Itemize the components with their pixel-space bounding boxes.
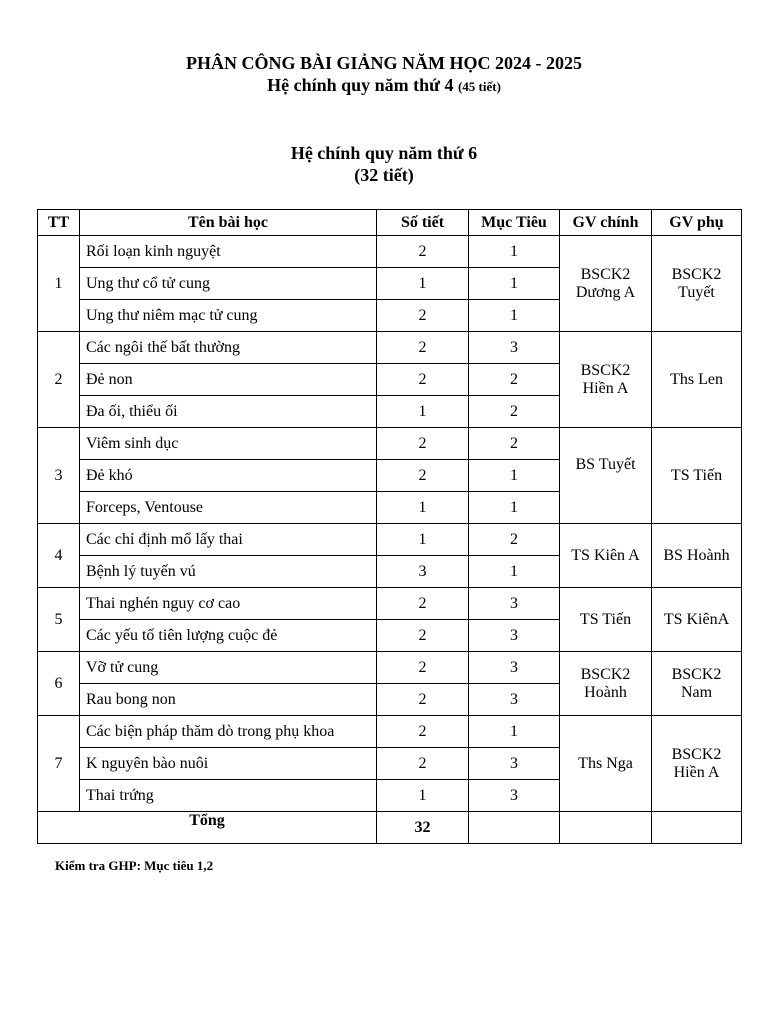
gv-chinh: Ths Nga bbox=[560, 716, 652, 812]
so-tiet: 1 bbox=[377, 492, 469, 524]
muc-tieu: 2 bbox=[469, 364, 560, 396]
subtitle-note: (45 tiết) bbox=[457, 79, 501, 94]
muc-tieu: 1 bbox=[469, 236, 560, 268]
muc-tieu: 3 bbox=[469, 684, 560, 716]
gv-phu: BSCK2 Nam bbox=[652, 652, 742, 716]
lesson-name: Các yếu tố tiên lượng cuộc đẻ bbox=[80, 620, 377, 652]
muc-tieu: 3 bbox=[469, 620, 560, 652]
lesson-name: Rau bong non bbox=[80, 684, 377, 716]
muc-tieu: 3 bbox=[469, 588, 560, 620]
lesson-name: Thai nghén nguy cơ cao bbox=[80, 588, 377, 620]
so-tiet: 2 bbox=[377, 620, 469, 652]
empty-cell bbox=[560, 812, 652, 844]
so-tiet: 2 bbox=[377, 300, 469, 332]
header-gv-chinh: GV chính bbox=[560, 210, 652, 236]
lesson-name: Đẻ khó bbox=[80, 460, 377, 492]
gv-chinh: BSCK2 Hoành bbox=[560, 652, 652, 716]
gv-phu: TS KiênA bbox=[652, 588, 742, 652]
group-number: 3 bbox=[38, 428, 80, 524]
so-tiet: 2 bbox=[377, 748, 469, 780]
muc-tieu: 3 bbox=[469, 780, 560, 812]
header-so-tiet: Số tiết bbox=[377, 210, 469, 236]
muc-tieu: 1 bbox=[469, 300, 560, 332]
group-number: 4 bbox=[38, 524, 80, 588]
gv-chinh: BSCK2 Dương A bbox=[560, 236, 652, 332]
page-title: PHÂN CÔNG BÀI GIẢNG NĂM HỌC 2024 - 2025 bbox=[186, 53, 582, 73]
muc-tieu: 1 bbox=[469, 268, 560, 300]
lesson-name: Các chỉ định mổ lấy thai bbox=[80, 524, 377, 556]
lesson-name: Ung thư niêm mạc tử cung bbox=[80, 300, 377, 332]
header-muc-tieu: Mục Tiêu bbox=[469, 210, 560, 236]
muc-tieu: 2 bbox=[469, 524, 560, 556]
table-row bbox=[38, 236, 742, 268]
lesson-name: Các biện pháp thăm dò trong phụ khoa bbox=[80, 716, 377, 748]
so-tiet: 1 bbox=[377, 780, 469, 812]
gv-phu: Ths Len bbox=[652, 332, 742, 428]
page-subtitle bbox=[0, 74, 768, 98]
muc-tieu: 1 bbox=[469, 716, 560, 748]
so-tiet: 1 bbox=[377, 396, 469, 428]
group-number: 7 bbox=[38, 716, 80, 812]
total-value: 32 bbox=[377, 812, 469, 844]
so-tiet: 2 bbox=[377, 716, 469, 748]
gv-chinh: BS Tuyết bbox=[560, 428, 652, 524]
so-tiet: 3 bbox=[377, 556, 469, 588]
lesson-name: K nguyên bào nuôi bbox=[80, 748, 377, 780]
gv-phu: TS Tiến bbox=[652, 428, 742, 524]
lesson-assignment-table bbox=[37, 209, 742, 844]
exam-note: Kiểm tra GHP: Mục tiêu 1,2 bbox=[55, 858, 214, 873]
so-tiet: 2 bbox=[377, 652, 469, 684]
muc-tieu: 3 bbox=[469, 652, 560, 684]
gv-chinh: BSCK2 Hiền A bbox=[560, 332, 652, 428]
group-number: 6 bbox=[38, 652, 80, 716]
header-gv-phu: GV phụ bbox=[652, 210, 742, 236]
muc-tieu: 1 bbox=[469, 492, 560, 524]
group-number: 2 bbox=[38, 332, 80, 428]
lesson-name: Rối loạn kinh nguyệt bbox=[80, 236, 377, 268]
table-row bbox=[38, 524, 742, 556]
lesson-name: Thai trứng bbox=[80, 780, 377, 812]
lesson-name: Đa ối, thiểu ối bbox=[80, 396, 377, 428]
subtitle-text: Hệ chính quy năm thứ 4 bbox=[267, 75, 454, 95]
so-tiet: 2 bbox=[377, 588, 469, 620]
so-tiet: 2 bbox=[377, 332, 469, 364]
table-row bbox=[38, 332, 742, 364]
total-row bbox=[38, 812, 742, 844]
muc-tieu: 3 bbox=[469, 748, 560, 780]
so-tiet: 2 bbox=[377, 364, 469, 396]
header-tt: TT bbox=[38, 210, 80, 236]
muc-tieu: 1 bbox=[469, 460, 560, 492]
lesson-name: Các ngôi thế bất thường bbox=[80, 332, 377, 364]
lesson-name: Bệnh lý tuyến vú bbox=[80, 556, 377, 588]
group-number: 5 bbox=[38, 588, 80, 652]
muc-tieu: 2 bbox=[469, 428, 560, 460]
gv-phu: BS Hoành bbox=[652, 524, 742, 588]
table-header-row bbox=[38, 210, 742, 236]
empty-cell bbox=[652, 812, 742, 844]
table-row bbox=[38, 716, 742, 748]
section-note: (32 tiết) bbox=[354, 165, 414, 185]
lesson-name: Forceps, Ventouse bbox=[80, 492, 377, 524]
gv-phu: BSCK2 Hiền A bbox=[652, 716, 742, 812]
lesson-name: Ung thư cổ tử cung bbox=[80, 268, 377, 300]
group-number: 1 bbox=[38, 236, 80, 332]
header-lesson: Tên bài học bbox=[80, 210, 377, 236]
so-tiet: 2 bbox=[377, 460, 469, 492]
table-row bbox=[38, 652, 742, 684]
so-tiet: 1 bbox=[377, 268, 469, 300]
empty-cell bbox=[469, 812, 560, 844]
so-tiet: 2 bbox=[377, 236, 469, 268]
so-tiet: 2 bbox=[377, 428, 469, 460]
lesson-name: Đẻ non bbox=[80, 364, 377, 396]
gv-chinh: TS Tiến bbox=[560, 588, 652, 652]
gv-phu: BSCK2 Tuyết bbox=[652, 236, 742, 332]
muc-tieu: 3 bbox=[469, 332, 560, 364]
lesson-name: Viêm sinh dục bbox=[80, 428, 377, 460]
so-tiet: 1 bbox=[377, 524, 469, 556]
gv-chinh: TS Kiên A bbox=[560, 524, 652, 588]
muc-tieu: 2 bbox=[469, 396, 560, 428]
lesson-name: Vỡ tử cung bbox=[80, 652, 377, 684]
table-row bbox=[38, 588, 742, 620]
muc-tieu: 1 bbox=[469, 556, 560, 588]
table-row bbox=[38, 428, 742, 460]
total-label: Tổng bbox=[38, 812, 377, 844]
section-title: Hệ chính quy năm thứ 6 bbox=[290, 143, 478, 163]
so-tiet: 2 bbox=[377, 684, 469, 716]
